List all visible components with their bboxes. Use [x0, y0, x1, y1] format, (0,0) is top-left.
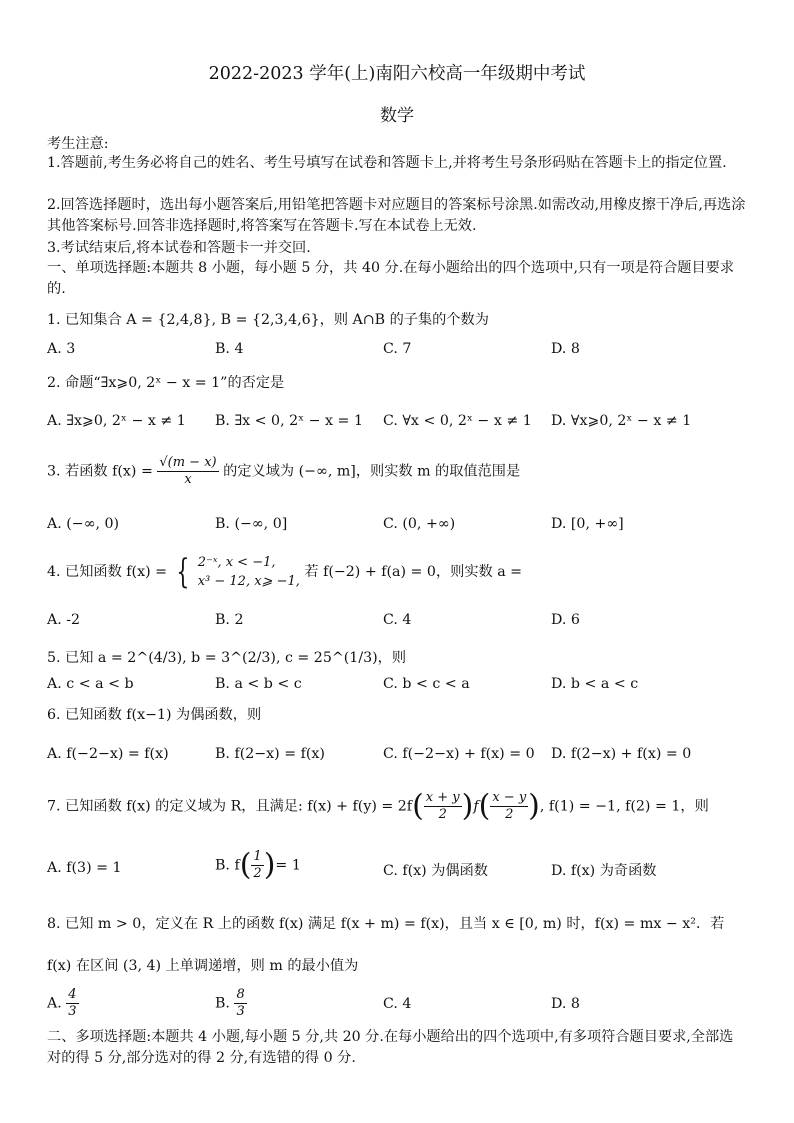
q7-prefix: 7. 已知函数 f(x) 的定义域为 R，且满足: f(x) + f(y) = 2f: [47, 798, 413, 815]
q5-option-a: A. c < a < b: [47, 676, 134, 692]
q4-prefix: 4. 已知函数 f(x) =: [47, 564, 168, 580]
question-7-stem: [47, 790, 709, 823]
q8-option-a-numerator: 4: [68, 987, 77, 1002]
q2-option-c: C. ∀x < 0, 2ˣ − x ≠ 1: [383, 413, 532, 429]
notice-item-2: 2.回答选择题时，选出每小题答案后,用铅笔把答题卡对应题目的答案标号涂黑.如需改动,用橡皮擦干净后,再选涂其他答案标号.回答非选择题时,将答案写在答题卡.写在本试卷上无效.: [47, 197, 746, 234]
q7-option-b-denominator: 2: [253, 866, 262, 881]
q7-paren-open-1: (: [412, 788, 424, 824]
q7-option-b-prefix: B. f: [215, 857, 240, 874]
q7-suffix: , f(1) = −1, f(2) = 1，则: [539, 798, 709, 815]
q8-option-b-numerator: 8: [236, 987, 245, 1002]
q8-option-b-denominator: 3: [236, 1004, 245, 1019]
q5-option-b: B. a < b < c: [215, 676, 302, 692]
q8-option-d: D. 8: [551, 996, 580, 1012]
q3-fraction-numerator: √(m − x): [159, 455, 217, 470]
q2-option-a: A. ∃x⩾0, 2ˣ − x ≠ 1: [47, 413, 186, 429]
question-4-stem: [47, 553, 522, 591]
q7-paren-close-2: ): [528, 788, 540, 824]
question-2-stem: 2. 命题“∃x⩾0, 2ˣ − x = 1”的否定是: [47, 375, 285, 391]
q8-option-b: [215, 987, 247, 1020]
question-8-line-1: 8. 已知 m > 0，定义在 R 上的函数 f(x) 满足 f(x + m) = f(x)，且当 x ∈ [0, m) 时，f(x) = mx − x²．若: [47, 916, 725, 932]
q7-option-d: D. f(x) 为奇函数: [551, 863, 657, 879]
q5-option-c: C. b < c < a: [383, 676, 470, 692]
q4-brace: {: [175, 552, 189, 592]
q6-option-c: C. f(−2−x) + f(x) = 0: [383, 746, 535, 762]
q7-fraction-1-numerator: x + y: [425, 790, 460, 805]
q4-option-d: D. 6: [551, 612, 580, 628]
question-8-line-2: f(x) 在区间 (3, 4) 上单调递增，则 m 的最小值为: [47, 958, 359, 974]
q6-option-d: D. f(2−x) + f(x) = 0: [551, 746, 692, 762]
q7-fraction-1-denominator: 2: [438, 807, 447, 822]
q7-fraction-2: [490, 790, 528, 823]
q3-fraction-denominator: x: [184, 472, 192, 487]
q7-option-b-fraction: [251, 849, 263, 882]
q7-option-b: [215, 849, 301, 882]
q3-option-d: D. [0, +∞]: [551, 516, 624, 532]
q3-option-c: C. (0, +∞): [383, 516, 456, 532]
q3-option-b: B. (−∞, 0]: [215, 516, 288, 532]
q7-option-b-suffix: = 1: [275, 857, 301, 874]
q3-suffix: 的定义域为 (−∞, m]，则实数 m 的取值范围是: [223, 463, 521, 480]
q7-option-a: A. f(3) = 1: [47, 860, 122, 876]
q1-option-c: C. 7: [383, 341, 412, 357]
q7-paren-close-1: ): [461, 788, 474, 824]
q3-prefix: 3. 若函数 f(x) =: [47, 463, 153, 480]
q8-option-a-label: A.: [47, 995, 62, 1012]
q7-option-b-numerator: 1: [253, 849, 262, 864]
q6-option-b: B. f(2−x) = f(x): [215, 746, 325, 762]
q8-option-b-fraction: [234, 987, 246, 1020]
q7-fraction-2-numerator: x − y: [492, 790, 527, 805]
q2-option-d: D. ∀x⩾0, 2ˣ − x ≠ 1: [551, 413, 692, 429]
q4-option-c: C. 4: [383, 612, 412, 628]
q4-case-1: 2⁻ˣ, x < −1,: [197, 555, 276, 570]
q7-option-b-paren-open: (: [239, 847, 252, 883]
q6-option-a: A. f(−2−x) = f(x): [47, 746, 169, 762]
q3-fraction: [157, 455, 218, 488]
q7-fraction-2-denominator: 2: [505, 807, 514, 822]
q7-fraction-1: [424, 790, 462, 823]
notice-item-3: 3.考试结束后,将本试卷和答题卡一并交回.: [47, 240, 311, 256]
q1-option-b: B. 4: [215, 341, 244, 357]
notice-heading: 考生注意:: [47, 136, 109, 152]
q7-option-b-paren-close: ): [263, 847, 276, 883]
q8-option-a-fraction: [66, 987, 78, 1020]
question-6-stem: 6. 已知函数 f(x−1) 为偶函数，则: [47, 707, 262, 723]
section-1-heading: 一、单项选择题:本题共 8 小题，每小题 5 分，共 40 分.在每小题给出的四个选项中,只有一项是符合题目要求的.: [47, 260, 735, 297]
q7-option-c: C. f(x) 为偶函数: [383, 863, 488, 879]
q5-option-d: D. b < a < c: [551, 676, 639, 692]
q7-paren-open-2: (: [478, 788, 491, 824]
notice-item-1: 1.答题前,考生务必将自己的姓名、考生号填写在试卷和答题卡上,并将考生号条形码贴在答题卡上的指定位置.: [47, 155, 727, 171]
q4-suffix: 若 f(−2) + f(a) = 0，则实数 a =: [304, 564, 523, 580]
q4-option-a: A. -2: [47, 612, 81, 628]
exam-title: 2022-2023 学年(上)南阳六校高一年级期中考试: [208, 64, 586, 84]
section-2-heading: 二、多项选择题:本题共 4 小题,每小题 5 分,共 20 分.在每小题给出的四个选项中,有多项符合题目要求,全部选对的得 5 分,部分选对的得 2 分,有选错的得 0 分.: [47, 1029, 734, 1066]
q3-option-a: A. (−∞, 0): [47, 516, 120, 532]
question-3-stem: [47, 455, 520, 488]
q8-option-b-label: B.: [215, 995, 230, 1012]
question-5-stem: 5. 已知 a = 2^(4/3), b = 3^(2/3), c = 25^(1/3)，则: [47, 650, 407, 666]
q1-option-a: A. 3: [47, 341, 76, 357]
q7-mid-f: f: [473, 798, 479, 815]
q4-cases: [198, 553, 300, 591]
subject-title: 数学: [380, 106, 414, 126]
q1-option-d: D. 8: [551, 341, 580, 357]
q4-option-b: B. 2: [215, 612, 244, 628]
q8-option-c: C. 4: [383, 996, 412, 1012]
q2-option-b: B. ∃x < 0, 2ˣ − x = 1: [215, 413, 363, 429]
q8-option-a-denominator: 3: [68, 1004, 77, 1019]
q4-case-2: x³ − 12, x⩾ −1,: [197, 574, 300, 589]
q8-option-a: [47, 987, 79, 1020]
question-1-stem: 1. 已知集合 A = {2,4,8}, B = {2,3,4,6}，则 A∩B 的子集的个数为: [47, 312, 489, 328]
